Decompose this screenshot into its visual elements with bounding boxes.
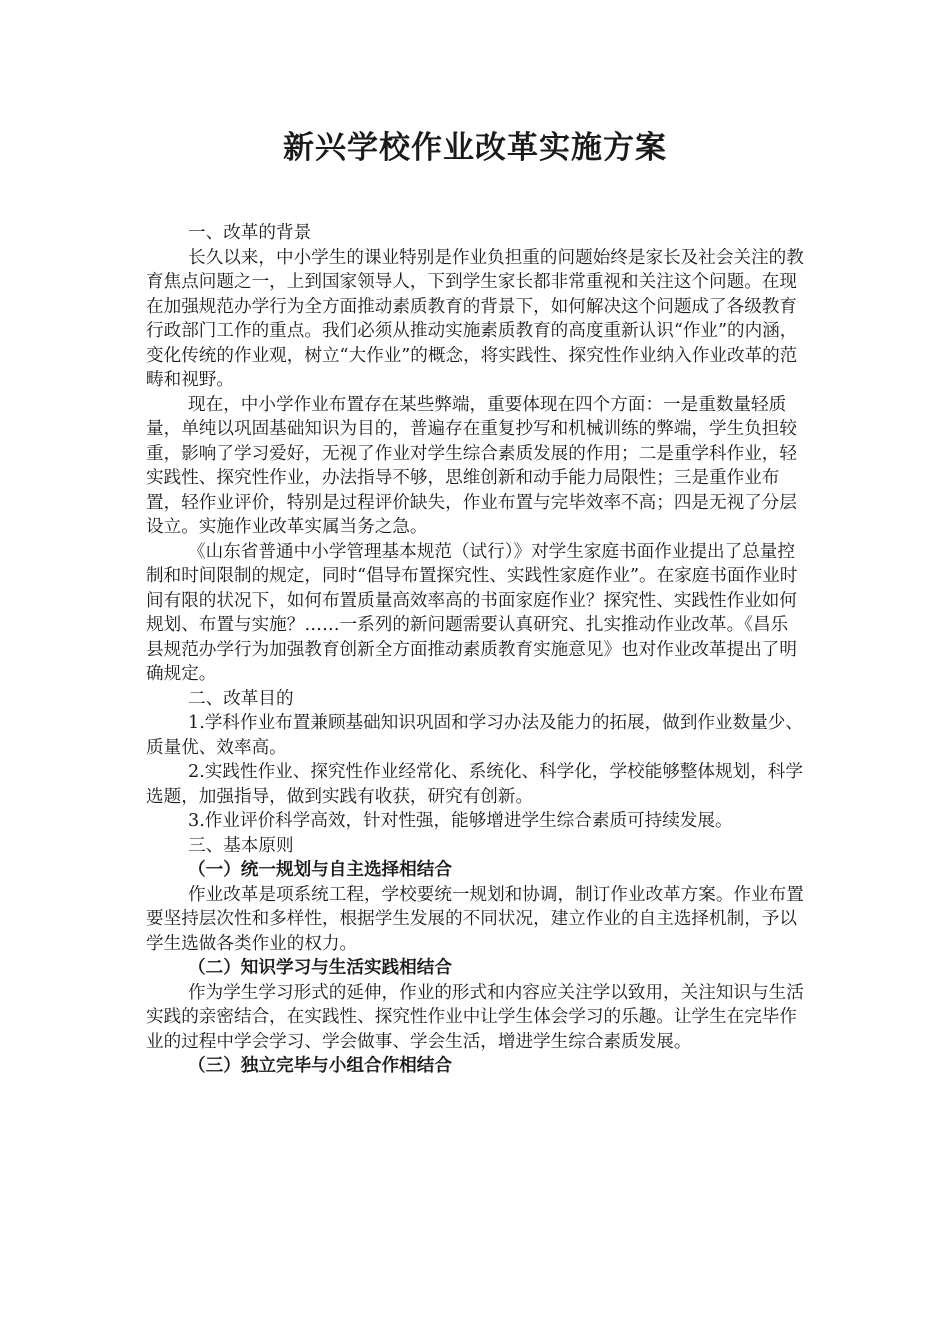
paragraph: 1.学科作业布置兼顾基础知识巩固和学习办法及能力的拓展，做到作业数量少、质量优、效率高。 bbox=[146, 713, 803, 758]
paragraph: 作为学生学习形式的延伸，作业的形式和内容应关注学以致用，关注知识与生活实践的亲密结合，在实践性、探究性作业中让学生体会学习的乐趣。让学生在完毕作业的过程中学会学习、学会做事、学会生活，增进学生综合素质发展。 bbox=[146, 982, 804, 1052]
document-body bbox=[146, 221, 804, 1079]
paragraph: 3.作业评价科学高效，针对性强，能够增进学生综合素质可持续发展。 bbox=[188, 811, 733, 831]
subsection-heading: （一）统一规划与自主选择相结合 bbox=[188, 859, 452, 880]
section-heading: 二、改革目的 bbox=[188, 688, 294, 709]
subsection-heading: （二）知识学习与生活实践相结合 bbox=[188, 957, 452, 978]
paragraph: 《山东省普通中小学管理基本规范（试行）》对学生家庭书面作业提出了总量控制和时间限制的规定，同时“倡导布置探究性、实践性家庭作业”。在家庭书面作业时间有限的状况下，如何布置质量高效率高的书面家庭作业？探究性、实践性作业如何规划、布置与实施？……一系列的新问题需要认真研究、扎实推动作业改革。《昌乐县规范办学行为加强教育创新全方面推动素质教育实施意见》也对作业改革提出了明确规定。 bbox=[146, 541, 798, 684]
subsection-heading: （三）独立完毕与小组合作相结合 bbox=[188, 1055, 452, 1076]
paragraph: 现在，中小学作业布置存在某些弊端，重要体现在四个方面：一是重数量轻质量，单纯以巩固基础知识为目的，普遍存在重复抄写和机械训练的弊端，学生负担较重，影响了学习爱好，无视了作业对学生综合素质发展的作用；二是重学科作业，轻实践性、探究性作业，办法指导不够，思维创新和动手能力局限性；三是重作业布置，轻作业评价，特别是过程评价缺失，作业布置与完毕效率不高；四是无视了分层设立。实施作业改革实属当务之急。 bbox=[146, 394, 797, 537]
section-heading: 三、基本原则 bbox=[188, 835, 294, 856]
paragraph: 作业改革是项系统工程，学校要统一规划和协调，制订作业改革方案。作业布置要坚持层次性和多样性，根据学生发展的不同状况，建立作业的自主选择机制，予以学生选做各类作业的权力。 bbox=[146, 884, 804, 954]
paragraph: 2.实践性作业、探究性作业经常化、系统化、科学化，学校能够整体规划，科学选题，加强指导，做到实践有收获，研究有创新。 bbox=[146, 762, 803, 807]
document-title: 新兴学校作业改革实施方案 bbox=[283, 130, 667, 166]
paragraph: 长久以来，中小学生的课业特别是作业负担重的问题始终是家长及社会关注的教育焦点问题之一，上到国家领导人，下到学生家长都非常重视和关注这个问题。在现在加强规范办学行为全方面推动素质教育的背景下，如何解决这个问题成了各级教育行政部门工作的重点。我们必须从推动实施素质教育的高度重新认识“作业”的内涵，变化传统的作业观，树立“大作业”的概念，将实践性、探究性作业纳入作业改革的范畴和视野。 bbox=[146, 247, 804, 390]
section-heading: 一、改革的背景 bbox=[188, 223, 312, 243]
